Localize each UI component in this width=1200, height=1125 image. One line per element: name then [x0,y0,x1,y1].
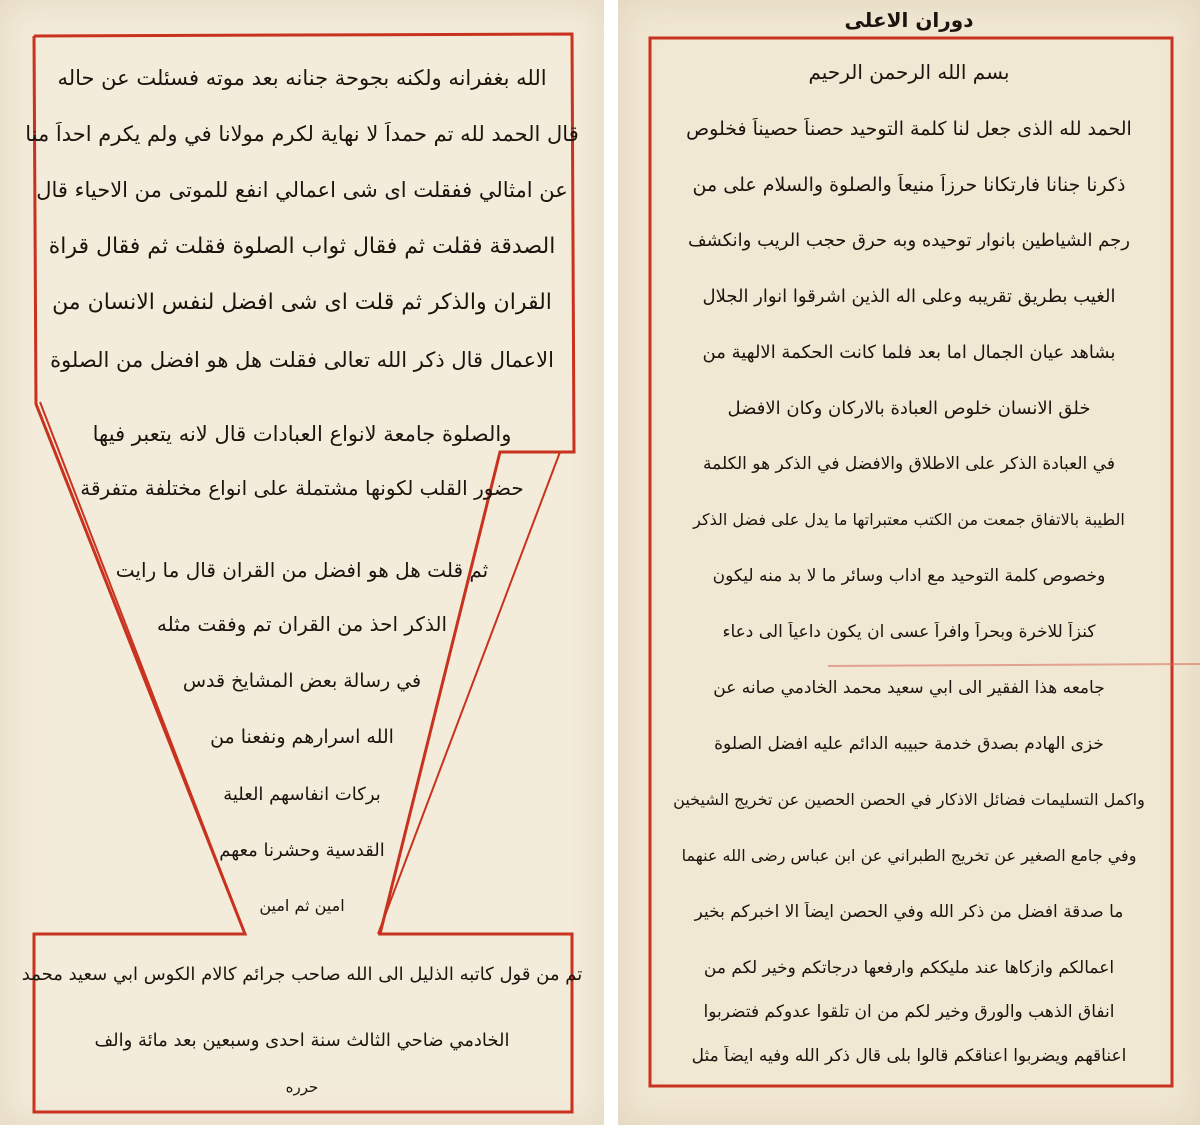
left-line-11: في رسالة بعض المشايخ قدس [182,670,422,692]
left-line-13: بركات انفاسهم العلية [223,784,381,805]
left-line-12: الله اسرارهم ونفعنا من [210,726,394,748]
right-page-frame [618,0,1200,1125]
left-line-9: ثم قلت هل هو افضل من القران قال ما رايت [115,558,489,582]
page-gutter [604,0,618,1125]
basmala: بسم الله الرحمن الرحيم [808,60,1010,84]
left-line-8: حضور القلب لكونها مشتملة على انواع مختلفة متفرقة [80,476,524,500]
left-line-15: امين ثم امين [259,896,345,915]
right-line-15: ما صدقة افضل من ذكر الله وفي الحصن ايضاً الا اخبركم بخير [694,902,1124,922]
right-line-8: الطيبة بالاتفاق جمعت من الكتب معتبراتها ما يدل على فضل الذكر [693,510,1125,529]
right-line-1: الحمد لله الذى جعل لنا كلمة التوحيد حصناً حصيناً فخلوص [686,118,1132,140]
left-line-5: القران والذكر ثم قلت اى شى افضل لنفس الانسان من [52,290,552,315]
right-line-18: اعناقهم ويضربوا اعناقكم قالوا بلى قال ذكر الله وفيه ايضاً مثل [691,1046,1127,1066]
page-header: دوران الاعلى [844,8,974,32]
colophon-line-1: تم من قول كاتبه الذليل الى الله صاحب جرائم كالام الكوس ابي سعيد محمد [21,964,583,985]
left-line-3: عن امثالي ففقلت اى شى اعمالي انفع للموتى من الاحياء قال [36,178,568,202]
left-line-4: الصدقة فقلت ثم فقال ثواب الصلوة فقلت ثم فقال قراة [48,234,556,259]
left-line-6: الاعمال قال ذكر الله تعالى فقلت هل هو افضل من الصلوة [50,348,554,372]
right-line-6: خلق الانسان خلوص العبادة بالاركان وكان الافضل [727,398,1091,419]
left-line-2: قال الحمد لله تم حمداً لا نهاية لكرم مولانا في ولم يكرم احداً منا [25,122,579,146]
right-line-9: وخصوص كلمة التوحيد مع اداب وسائر ما لا بد منه ليكون [712,566,1106,586]
right-line-13: واكمل التسليمات فضائل الاذكار في الحصن الحصين عن تخريج الشيخين [673,790,1145,809]
right-line-14: وفي جامع الصغير عن تخريج الطبراني عن ابن عباس رضى الله عنهما [681,846,1137,865]
right-line-4: الغيب بطريق تقريبه وعلى اله الذين اشرقوا انوار الجلال [702,286,1116,307]
right-line-11: جامعه هذا الفقير الى ابي سعيد محمد الخادمي صانه عن [713,678,1105,698]
right-line-7: في العبادة الذكر على الاطلاق والافضل في الذكر هو الكلمة [703,454,1115,474]
right-line-2: ذكرنا جنانا فارتكانا حرزاً منيعاً والصلوة والسلام على من [692,174,1126,196]
right-line-10: كنزاً للاخرة وبحراً وافراً عسى ان يكون داعياً الى دعاء [722,622,1096,642]
left-line-1: الله بغفرانه ولكنه بجوحة جنانه بعد موته فسئلت عن حاله [57,66,547,90]
right-line-3: رجم الشياطين بانوار توحيده وبه حرق حجب الريب وانكشف [688,230,1130,251]
right-line-5: بشاهد عيان الجمال اما بعد فلما كانت الحكمة الالهية من [702,342,1116,363]
left-line-14: القدسية وحشرنا معهم [219,840,385,861]
right-line-17: انفاق الذهب والورق وخير لكم من ان تلقوا عدوكم فتضربوا [703,1002,1115,1022]
left-line-7: والصلوة جامعة لانواع العبادات قال لانه يتعبر فيها [92,422,512,446]
left-line-10: الذكر احذ من القران تم وفقت مثله [156,612,448,636]
colophon-line-2: الخادمي ضاحي الثالث سنة احدى وسبعين بعد مائة والف [94,1030,510,1051]
right-manuscript-page [618,0,1200,1125]
right-line-12: خزى الهادم بصدق خدمة حبيبه الدائم عليه افضل الصلوة [714,734,1104,754]
colophon-line-3: حرره [285,1078,319,1096]
right-line-16: اعمالكم وازكاها عند مليككم وارفعها درجاتكم وخير لكم من [703,958,1115,978]
